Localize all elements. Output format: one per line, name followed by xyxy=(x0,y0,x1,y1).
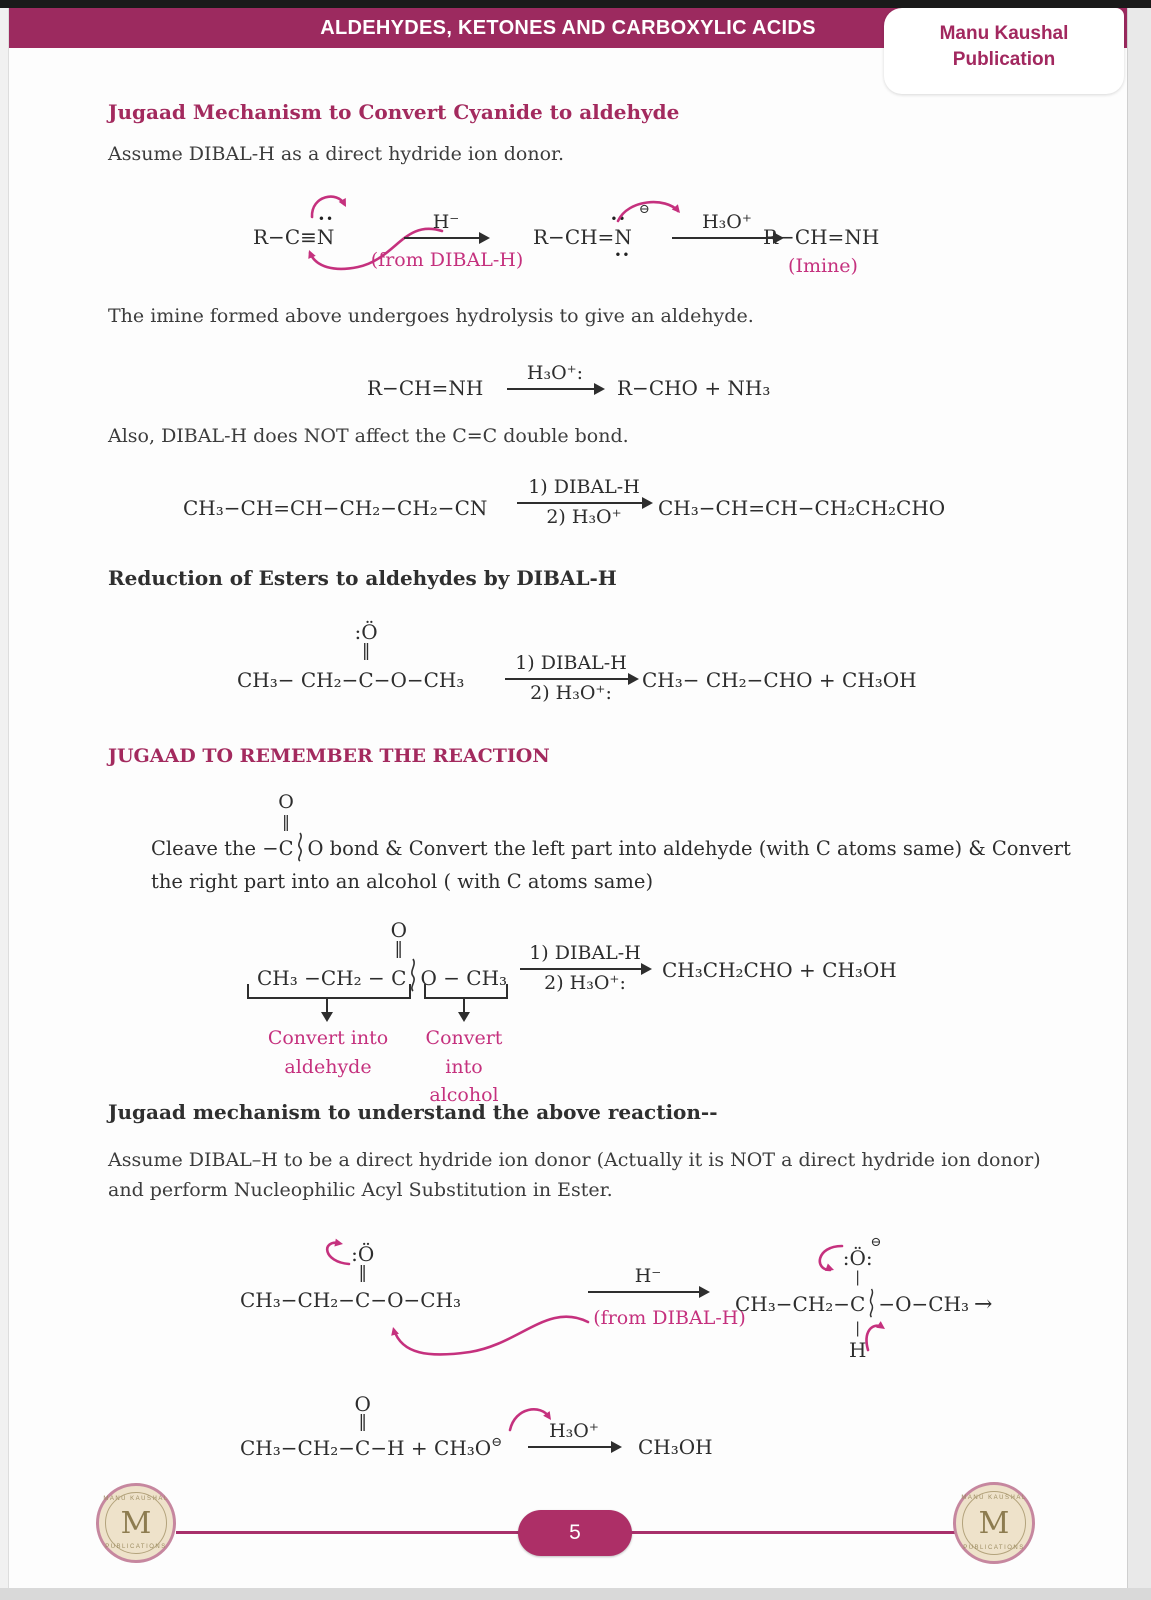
convert-aldehyde-label: Convert into aldehyde xyxy=(267,1027,389,1078)
double-bond: ‖ xyxy=(358,1412,367,1432)
imine-note: (Imine) xyxy=(788,255,858,277)
reaction-ester-reduction xyxy=(0,606,1151,721)
product-aldehyde-ammonia: R−CHO + NH₃ xyxy=(617,376,771,400)
arrow-line xyxy=(588,1291,708,1293)
seal-bottom-text: PUBLICATIONS xyxy=(963,1545,1025,1551)
double-bond: ‖ xyxy=(361,641,371,661)
publisher-word: Publication xyxy=(952,48,1056,70)
negative-charge: ⊖ xyxy=(491,1435,503,1450)
central-carbon: C :Ö: ⊖ | | H xyxy=(850,1292,865,1316)
hydride-label: H⁻ xyxy=(432,211,460,233)
reaction-unsaturated-nitrile xyxy=(0,468,1151,553)
reaction-arrow xyxy=(517,474,651,530)
continue-arrow-icon: → xyxy=(974,1292,993,1317)
double-bond: ‖ xyxy=(394,939,404,959)
carbonyl-carbon: C :Ö ‖ xyxy=(354,620,378,692)
from-dibal-note: (from DIBAL-H) xyxy=(370,249,524,271)
product-methanol: CH₃OH xyxy=(638,1435,713,1459)
lone-pair-dots: •• xyxy=(317,212,335,226)
intermediate-anion: R−CH=N •• •• ⊖ xyxy=(533,202,650,262)
publisher-seal-left xyxy=(96,1483,176,1563)
reaction-mechanism xyxy=(0,1215,1151,1375)
carbonyl-oxygen: O xyxy=(278,791,294,813)
convert-alcohol-label: Convert into alcohol xyxy=(425,1027,503,1106)
step1-label: 1) DIBAL-H xyxy=(515,652,627,674)
nitrogen-atom: N •• xyxy=(316,212,335,249)
hydride-label: H⁻ xyxy=(634,1265,662,1287)
lone-pair-dots: •• xyxy=(610,212,627,226)
page-number-badge xyxy=(518,1510,632,1556)
page-left-edge xyxy=(0,0,9,1600)
hydrolysis-text: The imine formed above undergoes hydrolysis to give an aldehyde. xyxy=(108,305,754,327)
step1-label: 1) DIBAL-H xyxy=(528,476,640,498)
hydronium-label: H₃O⁺ xyxy=(702,211,752,233)
arrow-line xyxy=(528,1446,620,1448)
reaction-arrow xyxy=(404,209,488,241)
hydrogen-atom: H xyxy=(848,1338,867,1362)
double-bond: ‖ xyxy=(282,812,291,831)
carbonyl-carbon: C O ‖ xyxy=(390,918,407,990)
right-part-brace xyxy=(424,984,508,999)
seal-monogram: M xyxy=(120,1505,152,1541)
lone-pair-dots: •• xyxy=(614,248,631,262)
page-footer xyxy=(0,1478,1151,1583)
step2-label: 2) H₃O⁺: xyxy=(530,682,612,705)
page-top-edge xyxy=(0,0,1151,8)
carbonyl-oxygen: O xyxy=(390,918,407,942)
bond-cleave-icon xyxy=(295,832,305,862)
rule-line-2: the right part into an alcohol ( with C atoms same) xyxy=(151,870,654,893)
carbonyl-oxygen: :Ö xyxy=(351,1242,375,1266)
left-part-brace xyxy=(247,984,411,999)
hydronium-label: H₃O⁺: xyxy=(526,362,584,384)
arrow-line xyxy=(517,502,651,504)
publisher-badge xyxy=(884,8,1124,94)
page-bottom-edge xyxy=(0,1588,1151,1600)
page-right-edge xyxy=(1127,0,1151,1600)
carbonyl-carbon: C :Ö ‖ xyxy=(355,1288,370,1312)
heading-ester-reduction: Reduction of Esters to aldehydes by DIBAL-H xyxy=(108,566,617,590)
jugaad-rule-block xyxy=(0,790,1151,900)
alkoxide-oxygen: :Ö: xyxy=(842,1246,873,1270)
hydronium-label: H₃O⁺ xyxy=(549,1420,599,1442)
curved-arrow-icon xyxy=(862,1318,890,1354)
product-aldehyde-methanol: CH₃CH₂CHO + CH₃OH xyxy=(662,958,897,982)
heading-jugaad-cyanide: Jugaad Mechanism to Convert Cyanide to aldehyde xyxy=(108,100,680,124)
from-dibal-note: (from DIBAL-H) xyxy=(593,1307,746,1329)
product-unsaturated-aldehyde: CH₃−CH=CH−CH₂CH₂CHO xyxy=(658,496,946,520)
arrow-line xyxy=(505,678,637,680)
curved-arrow-icon xyxy=(300,1310,595,1360)
aldehyde-methoxide: CH₃−CH₂−C O ‖ −H + CH₃O⊖ xyxy=(240,1392,503,1460)
product-imine: R−CH=NH xyxy=(763,225,880,249)
seal-bottom-text: PUBLICATIONS xyxy=(105,1544,167,1550)
curved-arrow-icon xyxy=(812,1242,850,1280)
page-number: 5 xyxy=(569,1521,581,1544)
single-bond: | xyxy=(855,1268,861,1286)
negative-charge: ⊖ xyxy=(870,1235,882,1250)
tetrahedral-intermediate: CH₃−CH₂−C :Ö: ⊖ | | H −O−CH₃ → xyxy=(735,1235,993,1362)
rule-line-1: Cleave the −C O ‖ O bond & Convert the left part into aldehyde (with C atoms same) & Convert xyxy=(151,791,1071,860)
step2-label: 2) H₃O⁺: xyxy=(544,972,626,995)
publisher-name: Manu Kaushal xyxy=(939,23,1069,44)
footer-rule-left xyxy=(176,1531,520,1534)
double-bond: ‖ xyxy=(358,1263,367,1283)
intro-text: Assume DIBAL-H as a direct hydride ion donor. xyxy=(108,143,565,165)
curved-arrow-icon xyxy=(308,189,350,219)
seal-monogram: M xyxy=(978,1505,1010,1541)
single-bond: | xyxy=(855,1319,861,1337)
heading-jugaad-mechanism: Jugaad mechanism to understand the above reaction-- xyxy=(108,1100,718,1124)
reaction-arrow xyxy=(507,360,603,392)
mechanism-intro: Assume DIBAL–H to be a direct hydride ion donor (Actually it is NOT a direct hydride ion donor) and perform Nucleophilic Acyl Substitution in Ester. xyxy=(108,1149,1041,1202)
reaction-imine-hydrolysis xyxy=(0,350,1151,415)
arrow-line xyxy=(507,388,603,390)
double-bond-text: Also, DIBAL-H does NOT affect the C=C double bond. xyxy=(108,425,629,447)
reactant-imine: R−CH=NH xyxy=(367,376,484,400)
carbonyl-carbon: C O ‖ xyxy=(354,1392,371,1460)
reaction-arrow xyxy=(520,940,650,996)
product-aldehyde-methanol: CH₃− CH₂−CHO + CH₃OH xyxy=(642,668,917,692)
reaction-jugaad-ester xyxy=(0,900,1151,1106)
reaction-arrow xyxy=(528,1418,620,1450)
nitrile-chain: R−C≡ xyxy=(253,225,317,249)
carbonyl-oxygen: :Ö xyxy=(354,620,378,644)
reaction-protonation xyxy=(0,1390,1151,1485)
reactant-ester-mech: CH₃−CH₂−C :Ö ‖ −O−CH₃ xyxy=(240,1288,461,1312)
carbonyl-carbon: C O ‖ xyxy=(278,791,294,860)
reaction-cyanide-to-imine xyxy=(0,185,1151,305)
reaction-arrow xyxy=(505,650,637,706)
step2-label: 2) H₃O⁺ xyxy=(546,506,622,529)
seal-top-text: MANU KAUSHAL xyxy=(961,1495,1027,1501)
negative-charge: ⊖ xyxy=(638,202,650,217)
seal-top-text: MANU KAUSHAL xyxy=(103,1496,169,1502)
arrow-line xyxy=(520,968,650,970)
curved-arrow-icon xyxy=(317,1234,353,1270)
arrow-line xyxy=(404,237,488,239)
step1-label: 1) DIBAL-H xyxy=(529,942,641,964)
reactant-ester: CH₃− CH₂−C :Ö ‖ −O−CH₃ xyxy=(237,620,465,692)
bond-cleave-icon xyxy=(867,1288,876,1318)
heading-jugaad-rule: JUGAAD TO REMEMBER THE REACTION xyxy=(108,745,550,767)
carbonyl-oxygen: O xyxy=(354,1392,371,1416)
down-arrow-icon xyxy=(326,997,328,1013)
reactant-ester-split: CH₃ −CH₂ − C O ‖ O − CH₃ xyxy=(257,918,508,990)
publisher-seal-right xyxy=(953,1482,1035,1564)
down-arrow-icon xyxy=(463,997,465,1013)
reaction-arrow xyxy=(588,1263,708,1295)
nitrogen-atom: N •• •• ⊖ xyxy=(610,202,650,262)
footer-rule-right xyxy=(630,1531,955,1534)
chapter-title: ALDEHYDES, KETONES AND CARBOXYLIC ACIDS xyxy=(320,16,816,39)
reactant-pentenenitrile: CH₃−CH=CH−CH₂−CH₂−CN xyxy=(183,496,488,520)
